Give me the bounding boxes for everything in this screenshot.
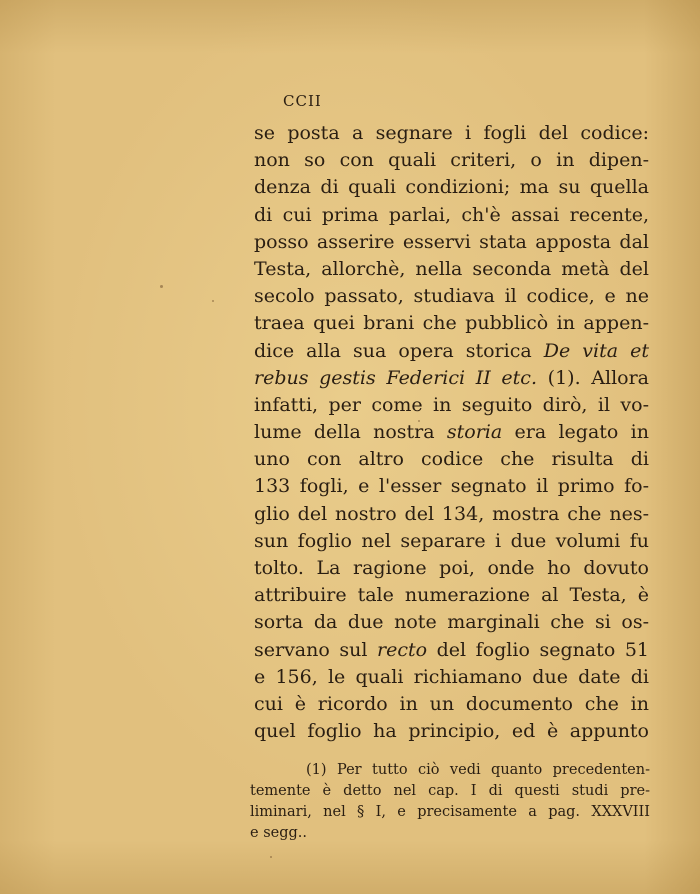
- text-run: traea quei brani che pubblicò in appen-: [254, 312, 649, 335]
- text-run: se posta a segnare i fogli del codice:: [254, 122, 649, 144]
- text-run: e 156, le quali richiamano due date di: [254, 665, 649, 688]
- text-run: attribuire tale numerazione al Testa, è: [254, 584, 649, 607]
- text-line: [254, 338, 649, 365]
- text-line: [254, 392, 649, 419]
- text-line: [254, 609, 649, 636]
- text-line: [254, 637, 649, 664]
- text-run: cui è ricordo in un documento che in: [254, 692, 649, 715]
- text-line: [254, 174, 649, 201]
- text-run: infatti, per come in seguito dirò, il vo-: [254, 393, 649, 416]
- text-run: di cui prima parlai, ch'è assai recente,: [254, 203, 649, 226]
- text-line: [254, 555, 649, 582]
- text-line: [254, 691, 649, 718]
- italic-text: storia: [446, 421, 503, 444]
- footnote-line: temente è detto nel cap. I di questi studi pre-: [250, 783, 650, 799]
- italic-text: rebus gestis Federici II etc.: [254, 366, 537, 389]
- text-line: [254, 718, 649, 745]
- text-line: [254, 365, 649, 392]
- text-line: [254, 501, 649, 528]
- text-run: uno con altro codice che risulta di: [254, 448, 649, 471]
- text-line: [254, 283, 649, 310]
- text-run: sorta da due note marginali che si os-: [254, 611, 649, 634]
- text-run: tolto. La ragione poi, onde ho dovuto: [254, 557, 649, 579]
- paper-speck: [418, 420, 420, 422]
- text-run: del foglio segnato 51: [427, 638, 649, 661]
- text-line: [254, 202, 649, 229]
- text-run: denza di quali condizioni; ma su quella: [254, 176, 649, 199]
- text-run: 133 fogli, e l'esser segnato il primo fo-: [254, 475, 649, 498]
- text-run: servano sul: [254, 638, 378, 661]
- text-line: [254, 473, 649, 500]
- paper-speck: [160, 285, 163, 288]
- text-line: [254, 528, 649, 555]
- page-number: CCII: [283, 92, 322, 110]
- text-line: [254, 419, 649, 446]
- text-run: dice alla sua opera storica: [254, 339, 544, 362]
- text-run: non so con quali criteri, o in dipen-: [254, 149, 649, 172]
- text-run: posso asserire esservi stata apposta dal: [254, 230, 649, 253]
- text-run: quel foglio ha principio, ed è appunto: [254, 720, 649, 743]
- footnote-line: liminari, nel § I, e precisamente a pag. XXXVIII: [250, 804, 650, 820]
- text-line: [254, 582, 649, 609]
- text-run: sun foglio nel separare i due volumi fu: [254, 529, 649, 552]
- text-line: [254, 310, 649, 337]
- text-run: lume della nostra: [254, 421, 447, 444]
- footnote-line: (1) Per tutto ciò vedi quanto precedenten-: [306, 762, 650, 778]
- text-line: [254, 256, 649, 283]
- text-line: [254, 446, 649, 473]
- text-run: Testa, allorchè, nella seconda metà del: [254, 257, 649, 280]
- body-text: [254, 120, 649, 745]
- italic-text: De vita et: [543, 339, 649, 362]
- italic-text: recto: [377, 638, 428, 661]
- text-line: [254, 147, 649, 174]
- footnote-line: e segg..: [250, 825, 307, 841]
- paper-speck: [270, 856, 272, 858]
- paper-speck: [212, 300, 214, 302]
- text-line: [254, 664, 649, 691]
- text-run: secolo passato, studiava il codice, e ne: [254, 285, 649, 308]
- text-run: glio del nostro del 134, mostra che nes-: [254, 502, 649, 525]
- text-run: era legato in: [502, 421, 649, 444]
- text-run: (1). Allora: [537, 366, 650, 389]
- text-line: [254, 120, 649, 147]
- text-line: [254, 229, 649, 256]
- footnote: [250, 760, 650, 844]
